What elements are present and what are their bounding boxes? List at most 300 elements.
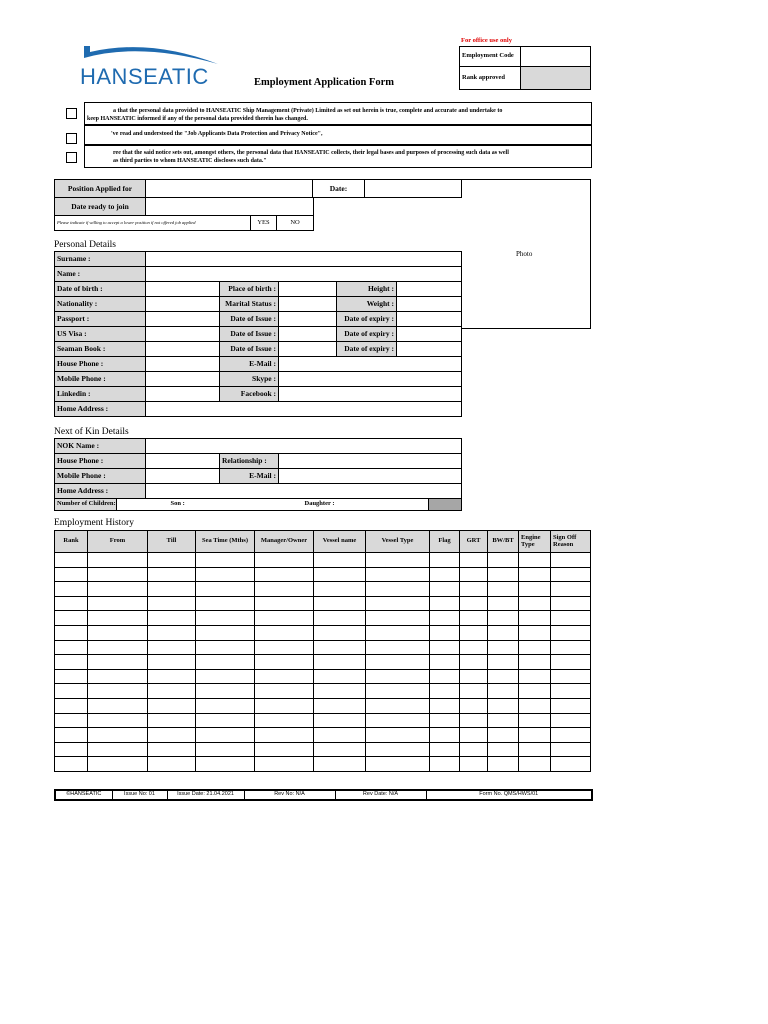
- employment-cell[interactable]: [314, 757, 366, 772]
- employment-cell[interactable]: [430, 698, 460, 713]
- employment-cell[interactable]: [148, 698, 196, 713]
- employment-cell[interactable]: [366, 669, 430, 684]
- employment-cell[interactable]: [314, 625, 366, 640]
- photo-box[interactable]: [461, 179, 591, 329]
- employment-cell[interactable]: [88, 757, 148, 772]
- employment-cell[interactable]: [148, 625, 196, 640]
- employment-cell[interactable]: [255, 582, 314, 597]
- employment-cell[interactable]: [519, 567, 551, 582]
- employment-history-heading: Employment History: [54, 518, 134, 528]
- position-applied-field[interactable]: [146, 180, 313, 198]
- employment-cell[interactable]: [196, 625, 255, 640]
- employment-cell[interactable]: [88, 713, 148, 728]
- employment-cell[interactable]: [519, 553, 551, 568]
- col-till: Till: [148, 531, 196, 553]
- employment-cell[interactable]: [196, 567, 255, 582]
- seaman-issue-field[interactable]: [279, 342, 337, 357]
- employment-row: [55, 757, 591, 772]
- employment-cell[interactable]: [314, 728, 366, 743]
- declaration-checkbox-2[interactable]: [66, 133, 77, 144]
- employment-cell[interactable]: [366, 596, 430, 611]
- employment-cell[interactable]: [488, 611, 519, 626]
- employment-cell[interactable]: [148, 669, 196, 684]
- employment-cell[interactable]: [488, 669, 519, 684]
- employment-cell[interactable]: [55, 713, 88, 728]
- employment-cell[interactable]: [460, 713, 488, 728]
- nok-house-phone-label: House Phone :: [55, 454, 146, 469]
- employment-cell[interactable]: [519, 684, 551, 699]
- employment-cell[interactable]: [196, 742, 255, 757]
- employment-cell[interactable]: [519, 757, 551, 772]
- employment-cell[interactable]: [196, 596, 255, 611]
- children-table: [54, 498, 462, 511]
- employment-cell[interactable]: [519, 669, 551, 684]
- employment-cell[interactable]: [430, 596, 460, 611]
- employment-cell[interactable]: [551, 582, 591, 597]
- employment-cell[interactable]: [488, 713, 519, 728]
- employment-cell[interactable]: [255, 567, 314, 582]
- linkedin-field[interactable]: [146, 387, 220, 402]
- employment-cell[interactable]: [430, 567, 460, 582]
- nok-home-address-field[interactable]: [146, 484, 462, 499]
- employment-cell[interactable]: [460, 567, 488, 582]
- children-label: Number of Children:: [55, 499, 117, 511]
- height-field[interactable]: [397, 282, 462, 297]
- col-vessel-name: Vessel name: [314, 531, 366, 553]
- seaman-book-field[interactable]: [146, 342, 220, 357]
- employment-row: [55, 625, 591, 640]
- passport-issue-field[interactable]: [279, 312, 337, 327]
- employment-cell[interactable]: [255, 625, 314, 640]
- employment-cell[interactable]: [255, 713, 314, 728]
- employment-cell[interactable]: [366, 728, 430, 743]
- dob-label: Date of birth :: [55, 282, 146, 297]
- employment-cell[interactable]: [430, 728, 460, 743]
- employment-cell[interactable]: [551, 742, 591, 757]
- declaration-1-line1: a that the personal data provided to HANSEATIC Ship Management (Private) Limited as set out herein is true, complete and accurate and undertake to: [113, 108, 503, 114]
- employment-cell[interactable]: [430, 742, 460, 757]
- employment-cell[interactable]: [55, 567, 88, 582]
- employment-cell[interactable]: [148, 640, 196, 655]
- employment-row: [55, 669, 591, 684]
- footer-rev-no: Rev No: N/A: [244, 790, 335, 800]
- col-sign-off-reason: Sign Off Reason: [551, 531, 591, 553]
- employment-cell[interactable]: [148, 553, 196, 568]
- employment-cell[interactable]: [148, 684, 196, 699]
- footer-form-no: Form No. QMS/HWS/01: [426, 790, 592, 800]
- employment-cell[interactable]: [519, 655, 551, 670]
- employment-cell[interactable]: [460, 596, 488, 611]
- employment-cell[interactable]: [366, 611, 430, 626]
- position-table: [54, 179, 462, 198]
- no-option[interactable]: NO: [277, 216, 314, 231]
- employment-cell[interactable]: [551, 757, 591, 772]
- footer-rev-date: Rev Date: N/A: [335, 790, 426, 800]
- declaration-3: [84, 144, 592, 168]
- facebook-field[interactable]: [279, 387, 462, 402]
- seaman-expiry-label: Date of expiry :: [337, 342, 397, 357]
- visa-expiry-label: Date of expiry :: [337, 327, 397, 342]
- employment-cell[interactable]: [460, 553, 488, 568]
- name-field[interactable]: [146, 267, 462, 282]
- employment-cell[interactable]: [460, 611, 488, 626]
- employment-cell[interactable]: [488, 625, 519, 640]
- employment-cell[interactable]: [314, 582, 366, 597]
- employment-cell[interactable]: [366, 698, 430, 713]
- employment-cell[interactable]: [551, 611, 591, 626]
- employment-cell[interactable]: [88, 728, 148, 743]
- col-flag: Flag: [430, 531, 460, 553]
- employment-cell[interactable]: [430, 669, 460, 684]
- employment-cell[interactable]: [366, 757, 430, 772]
- date-ready-table: [54, 197, 314, 231]
- nok-mobile-phone-field[interactable]: [146, 469, 220, 484]
- seaman-expiry-field[interactable]: [397, 342, 462, 357]
- employment-cell[interactable]: [314, 742, 366, 757]
- facebook-label: Facebook :: [220, 387, 279, 402]
- relationship-field[interactable]: [279, 454, 462, 469]
- employment-cell[interactable]: [148, 728, 196, 743]
- employment-cell[interactable]: [255, 698, 314, 713]
- employment-row: [55, 567, 591, 582]
- employment-cell[interactable]: [88, 567, 148, 582]
- employment-cell[interactable]: [460, 728, 488, 743]
- employment-cell[interactable]: [551, 713, 591, 728]
- employment-cell[interactable]: [460, 684, 488, 699]
- employment-cell[interactable]: [551, 640, 591, 655]
- employment-cell[interactable]: [551, 567, 591, 582]
- employment-cell[interactable]: [519, 698, 551, 713]
- employment-cell[interactable]: [55, 640, 88, 655]
- employment-cell[interactable]: [196, 684, 255, 699]
- employment-cell[interactable]: [88, 640, 148, 655]
- personal-details-table: [54, 251, 462, 417]
- email-label: E-Mail :: [220, 357, 279, 372]
- col-bw-bt: BW/BT: [488, 531, 519, 553]
- employment-cell[interactable]: [55, 684, 88, 699]
- employment-cell[interactable]: [430, 684, 460, 699]
- employment-cell[interactable]: [519, 742, 551, 757]
- employment-cell[interactable]: [460, 582, 488, 597]
- employment-cell[interactable]: [314, 669, 366, 684]
- employment-cell[interactable]: [255, 728, 314, 743]
- seaman-issue-label: Date of Issue :: [220, 342, 279, 357]
- employment-cell[interactable]: [366, 553, 430, 568]
- employment-cell[interactable]: [255, 553, 314, 568]
- visa-expiry-field[interactable]: [397, 327, 462, 342]
- passport-label: Passport :: [55, 312, 146, 327]
- employment-cell[interactable]: [55, 625, 88, 640]
- employment-cell[interactable]: [148, 713, 196, 728]
- home-address-label: Home Address :: [55, 402, 146, 417]
- employment-cell[interactable]: [314, 553, 366, 568]
- employment-cell[interactable]: [196, 582, 255, 597]
- employment-cell[interactable]: [460, 625, 488, 640]
- employment-cell[interactable]: [551, 655, 591, 670]
- employment-cell[interactable]: [196, 669, 255, 684]
- place-of-birth-label: Place of birth :: [220, 282, 279, 297]
- employment-cell[interactable]: [519, 596, 551, 611]
- employment-cell[interactable]: [148, 655, 196, 670]
- employment-cell[interactable]: [314, 684, 366, 699]
- employment-cell[interactable]: [430, 713, 460, 728]
- employment-cell[interactable]: [88, 684, 148, 699]
- employment-row: [55, 713, 591, 728]
- employment-cell[interactable]: [366, 640, 430, 655]
- employment-cell[interactable]: [255, 640, 314, 655]
- col-sea-time: Sea Time (Mths): [196, 531, 255, 553]
- footer-issue-date: Issue Date: 21.04.2021: [167, 790, 244, 800]
- rank-approved-label: Rank approved: [460, 67, 521, 90]
- employment-cell[interactable]: [55, 553, 88, 568]
- weight-field[interactable]: [397, 297, 462, 312]
- email-field[interactable]: [279, 357, 462, 372]
- nok-email-field[interactable]: [279, 469, 462, 484]
- employment-cell[interactable]: [88, 625, 148, 640]
- employment-cell[interactable]: [55, 757, 88, 772]
- date-field[interactable]: [365, 180, 462, 198]
- marital-status-label: Marital Status :: [220, 297, 279, 312]
- employment-cell[interactable]: [88, 582, 148, 597]
- declaration-2-line1: 've read and understood the "Job Applicants Data Protection and Privacy Notice",: [111, 131, 323, 137]
- nok-name-field[interactable]: [146, 439, 462, 454]
- employment-cell[interactable]: [255, 596, 314, 611]
- skype-field[interactable]: [279, 372, 462, 387]
- employment-row: [55, 728, 591, 743]
- place-of-birth-field[interactable]: [279, 282, 337, 297]
- employment-cell[interactable]: [55, 611, 88, 626]
- employment-cell[interactable]: [519, 611, 551, 626]
- employment-cell[interactable]: [519, 713, 551, 728]
- son-label: Son :: [169, 499, 249, 511]
- employment-cell[interactable]: [551, 625, 591, 640]
- employment-row: [55, 698, 591, 713]
- nationality-field[interactable]: [146, 297, 220, 312]
- date-ready-label: Date ready to join: [55, 198, 146, 216]
- visa-issue-field[interactable]: [279, 327, 337, 342]
- employment-history-table: [54, 530, 591, 772]
- employment-cell[interactable]: [148, 567, 196, 582]
- employment-cell[interactable]: [430, 582, 460, 597]
- footer-issue-no: Issue No: 01: [112, 790, 167, 800]
- employment-row: [55, 684, 591, 699]
- employment-cell[interactable]: [366, 684, 430, 699]
- nok-house-phone-field[interactable]: [146, 454, 220, 469]
- employment-cell[interactable]: [88, 655, 148, 670]
- employment-cell[interactable]: [460, 640, 488, 655]
- employment-cell[interactable]: [488, 582, 519, 597]
- employment-cell[interactable]: [196, 757, 255, 772]
- employment-cell[interactable]: [55, 728, 88, 743]
- employment-cell[interactable]: [314, 611, 366, 626]
- employment-cell[interactable]: [55, 698, 88, 713]
- employment-cell[interactable]: [148, 596, 196, 611]
- employment-cell[interactable]: [148, 582, 196, 597]
- col-grt: GRT: [460, 531, 488, 553]
- col-from: From: [88, 531, 148, 553]
- employment-cell[interactable]: [488, 757, 519, 772]
- employment-cell[interactable]: [430, 611, 460, 626]
- marital-status-field[interactable]: [279, 297, 337, 312]
- lower-position-note: Please indicate if willing to accept a lower position if not offered job applied: [55, 216, 251, 231]
- employment-cell[interactable]: [314, 698, 366, 713]
- photo-label: Photo: [516, 250, 533, 258]
- employment-cell[interactable]: [519, 640, 551, 655]
- employment-cell[interactable]: [488, 596, 519, 611]
- daughter-field[interactable]: [363, 499, 429, 511]
- skype-label: Skype :: [220, 372, 279, 387]
- passport-expiry-field[interactable]: [397, 312, 462, 327]
- employment-cell[interactable]: [366, 713, 430, 728]
- employment-cell[interactable]: [196, 640, 255, 655]
- office-use-table: [459, 46, 591, 90]
- employment-cell[interactable]: [366, 567, 430, 582]
- employment-cell[interactable]: [196, 728, 255, 743]
- employment-cell[interactable]: [255, 611, 314, 626]
- employment-cell[interactable]: [366, 625, 430, 640]
- employment-cell[interactable]: [196, 698, 255, 713]
- employment-cell[interactable]: [551, 684, 591, 699]
- next-of-kin-heading: Next of Kin Details: [54, 427, 129, 437]
- employment-cell[interactable]: [314, 713, 366, 728]
- employment-cell[interactable]: [488, 684, 519, 699]
- employment-cell[interactable]: [488, 640, 519, 655]
- employment-cell[interactable]: [430, 553, 460, 568]
- son-field[interactable]: [249, 499, 303, 511]
- declaration-checkbox-1[interactable]: [66, 108, 77, 119]
- position-applied-label: Position Applied for: [55, 180, 146, 198]
- employment-cell[interactable]: [88, 742, 148, 757]
- col-manager-owner: Manager/Owner: [255, 531, 314, 553]
- employment-cell[interactable]: [430, 640, 460, 655]
- passport-expiry-label: Date of expiry :: [337, 312, 397, 327]
- surname-label: Surname :: [55, 252, 146, 267]
- employment-cell[interactable]: [551, 669, 591, 684]
- children-total-field[interactable]: [429, 499, 462, 511]
- house-phone-field[interactable]: [146, 357, 220, 372]
- dob-field[interactable]: [146, 282, 220, 297]
- employment-cell[interactable]: [551, 596, 591, 611]
- name-label: Name :: [55, 267, 146, 282]
- employment-row: [55, 640, 591, 655]
- employment-cell[interactable]: [460, 757, 488, 772]
- mobile-phone-field[interactable]: [146, 372, 220, 387]
- mobile-phone-label: Mobile Phone :: [55, 372, 146, 387]
- employment-cell[interactable]: [314, 596, 366, 611]
- employment-cell[interactable]: [88, 698, 148, 713]
- employment-cell[interactable]: [148, 757, 196, 772]
- nok-mobile-phone-label: Mobile Phone :: [55, 469, 146, 484]
- children-field[interactable]: [117, 499, 169, 511]
- employment-cell[interactable]: [519, 582, 551, 597]
- employment-cell[interactable]: [55, 596, 88, 611]
- employment-cell[interactable]: [488, 742, 519, 757]
- home-address-field[interactable]: [146, 402, 462, 417]
- employment-code-field[interactable]: [521, 47, 591, 67]
- yes-option[interactable]: YES: [251, 216, 277, 231]
- employment-cell[interactable]: [488, 567, 519, 582]
- employment-cell[interactable]: [551, 553, 591, 568]
- employment-cell[interactable]: [196, 553, 255, 568]
- employment-cell[interactable]: [148, 611, 196, 626]
- employment-cell[interactable]: [430, 625, 460, 640]
- employment-row: [55, 611, 591, 626]
- declaration-checkbox-3[interactable]: [66, 152, 77, 163]
- employment-cell[interactable]: [519, 625, 551, 640]
- employment-cell[interactable]: [519, 728, 551, 743]
- employment-cell[interactable]: [314, 640, 366, 655]
- employment-cell[interactable]: [55, 655, 88, 670]
- employment-cell[interactable]: [314, 655, 366, 670]
- employment-cell[interactable]: [488, 698, 519, 713]
- employment-cell[interactable]: [366, 582, 430, 597]
- employment-cell[interactable]: [196, 713, 255, 728]
- employment-cell[interactable]: [460, 655, 488, 670]
- employment-cell[interactable]: [460, 742, 488, 757]
- employment-cell[interactable]: [255, 757, 314, 772]
- employment-cell[interactable]: [366, 742, 430, 757]
- us-visa-field[interactable]: [146, 327, 220, 342]
- employment-cell[interactable]: [488, 655, 519, 670]
- employment-row: [55, 596, 591, 611]
- employment-cell[interactable]: [255, 655, 314, 670]
- linkedin-label: Linkedin :: [55, 387, 146, 402]
- employment-cell[interactable]: [55, 669, 88, 684]
- employment-cell[interactable]: [551, 698, 591, 713]
- form-title: Employment Application Form: [254, 77, 395, 88]
- employment-cell[interactable]: [88, 669, 148, 684]
- surname-field[interactable]: [146, 252, 462, 267]
- employment-cell[interactable]: [88, 553, 148, 568]
- employment-cell[interactable]: [314, 567, 366, 582]
- date-ready-field[interactable]: [146, 198, 314, 216]
- employment-cell[interactable]: [148, 742, 196, 757]
- seaman-book-label: Seaman Book :: [55, 342, 146, 357]
- employment-cell[interactable]: [366, 655, 430, 670]
- employment-cell[interactable]: [488, 728, 519, 743]
- employment-cell[interactable]: [196, 611, 255, 626]
- employment-row: [55, 655, 591, 670]
- employment-cell[interactable]: [55, 742, 88, 757]
- employment-cell[interactable]: [460, 669, 488, 684]
- employment-cell[interactable]: [488, 553, 519, 568]
- employment-cell[interactable]: [430, 757, 460, 772]
- employment-cell[interactable]: [255, 684, 314, 699]
- employment-cell[interactable]: [255, 742, 314, 757]
- employment-code-label: Employment Code: [460, 47, 521, 67]
- employment-cell[interactable]: [430, 655, 460, 670]
- nok-email-label: E-Mail :: [220, 469, 279, 484]
- visa-issue-label: Date of Issue :: [220, 327, 279, 342]
- col-engine-type: Engine Type: [519, 531, 551, 553]
- employment-cell[interactable]: [88, 596, 148, 611]
- declaration-3-line1: ree that the said notice sets out, amongst others, the personal data that HANSEATIC collects, their legal bases and purposes of processing such data as well: [113, 150, 509, 156]
- relationship-label: Relationship :: [220, 454, 279, 469]
- employment-cell[interactable]: [460, 698, 488, 713]
- declaration-1-line2: keep HANSEATIC informed if any of the personal data provided therein has changed.: [87, 116, 308, 122]
- rank-approved-field[interactable]: [521, 67, 591, 90]
- employment-cell[interactable]: [551, 728, 591, 743]
- employment-cell[interactable]: [88, 611, 148, 626]
- us-visa-label: US Visa :: [55, 327, 146, 342]
- employment-cell[interactable]: [55, 582, 88, 597]
- employment-cell[interactable]: [196, 655, 255, 670]
- passport-field[interactable]: [146, 312, 220, 327]
- employment-row: [55, 553, 591, 568]
- employment-cell[interactable]: [255, 669, 314, 684]
- passport-issue-label: Date of Issue :: [220, 312, 279, 327]
- declaration-3-line2: as third parties to whom HANSEATIC discloses such data.": [113, 158, 267, 164]
